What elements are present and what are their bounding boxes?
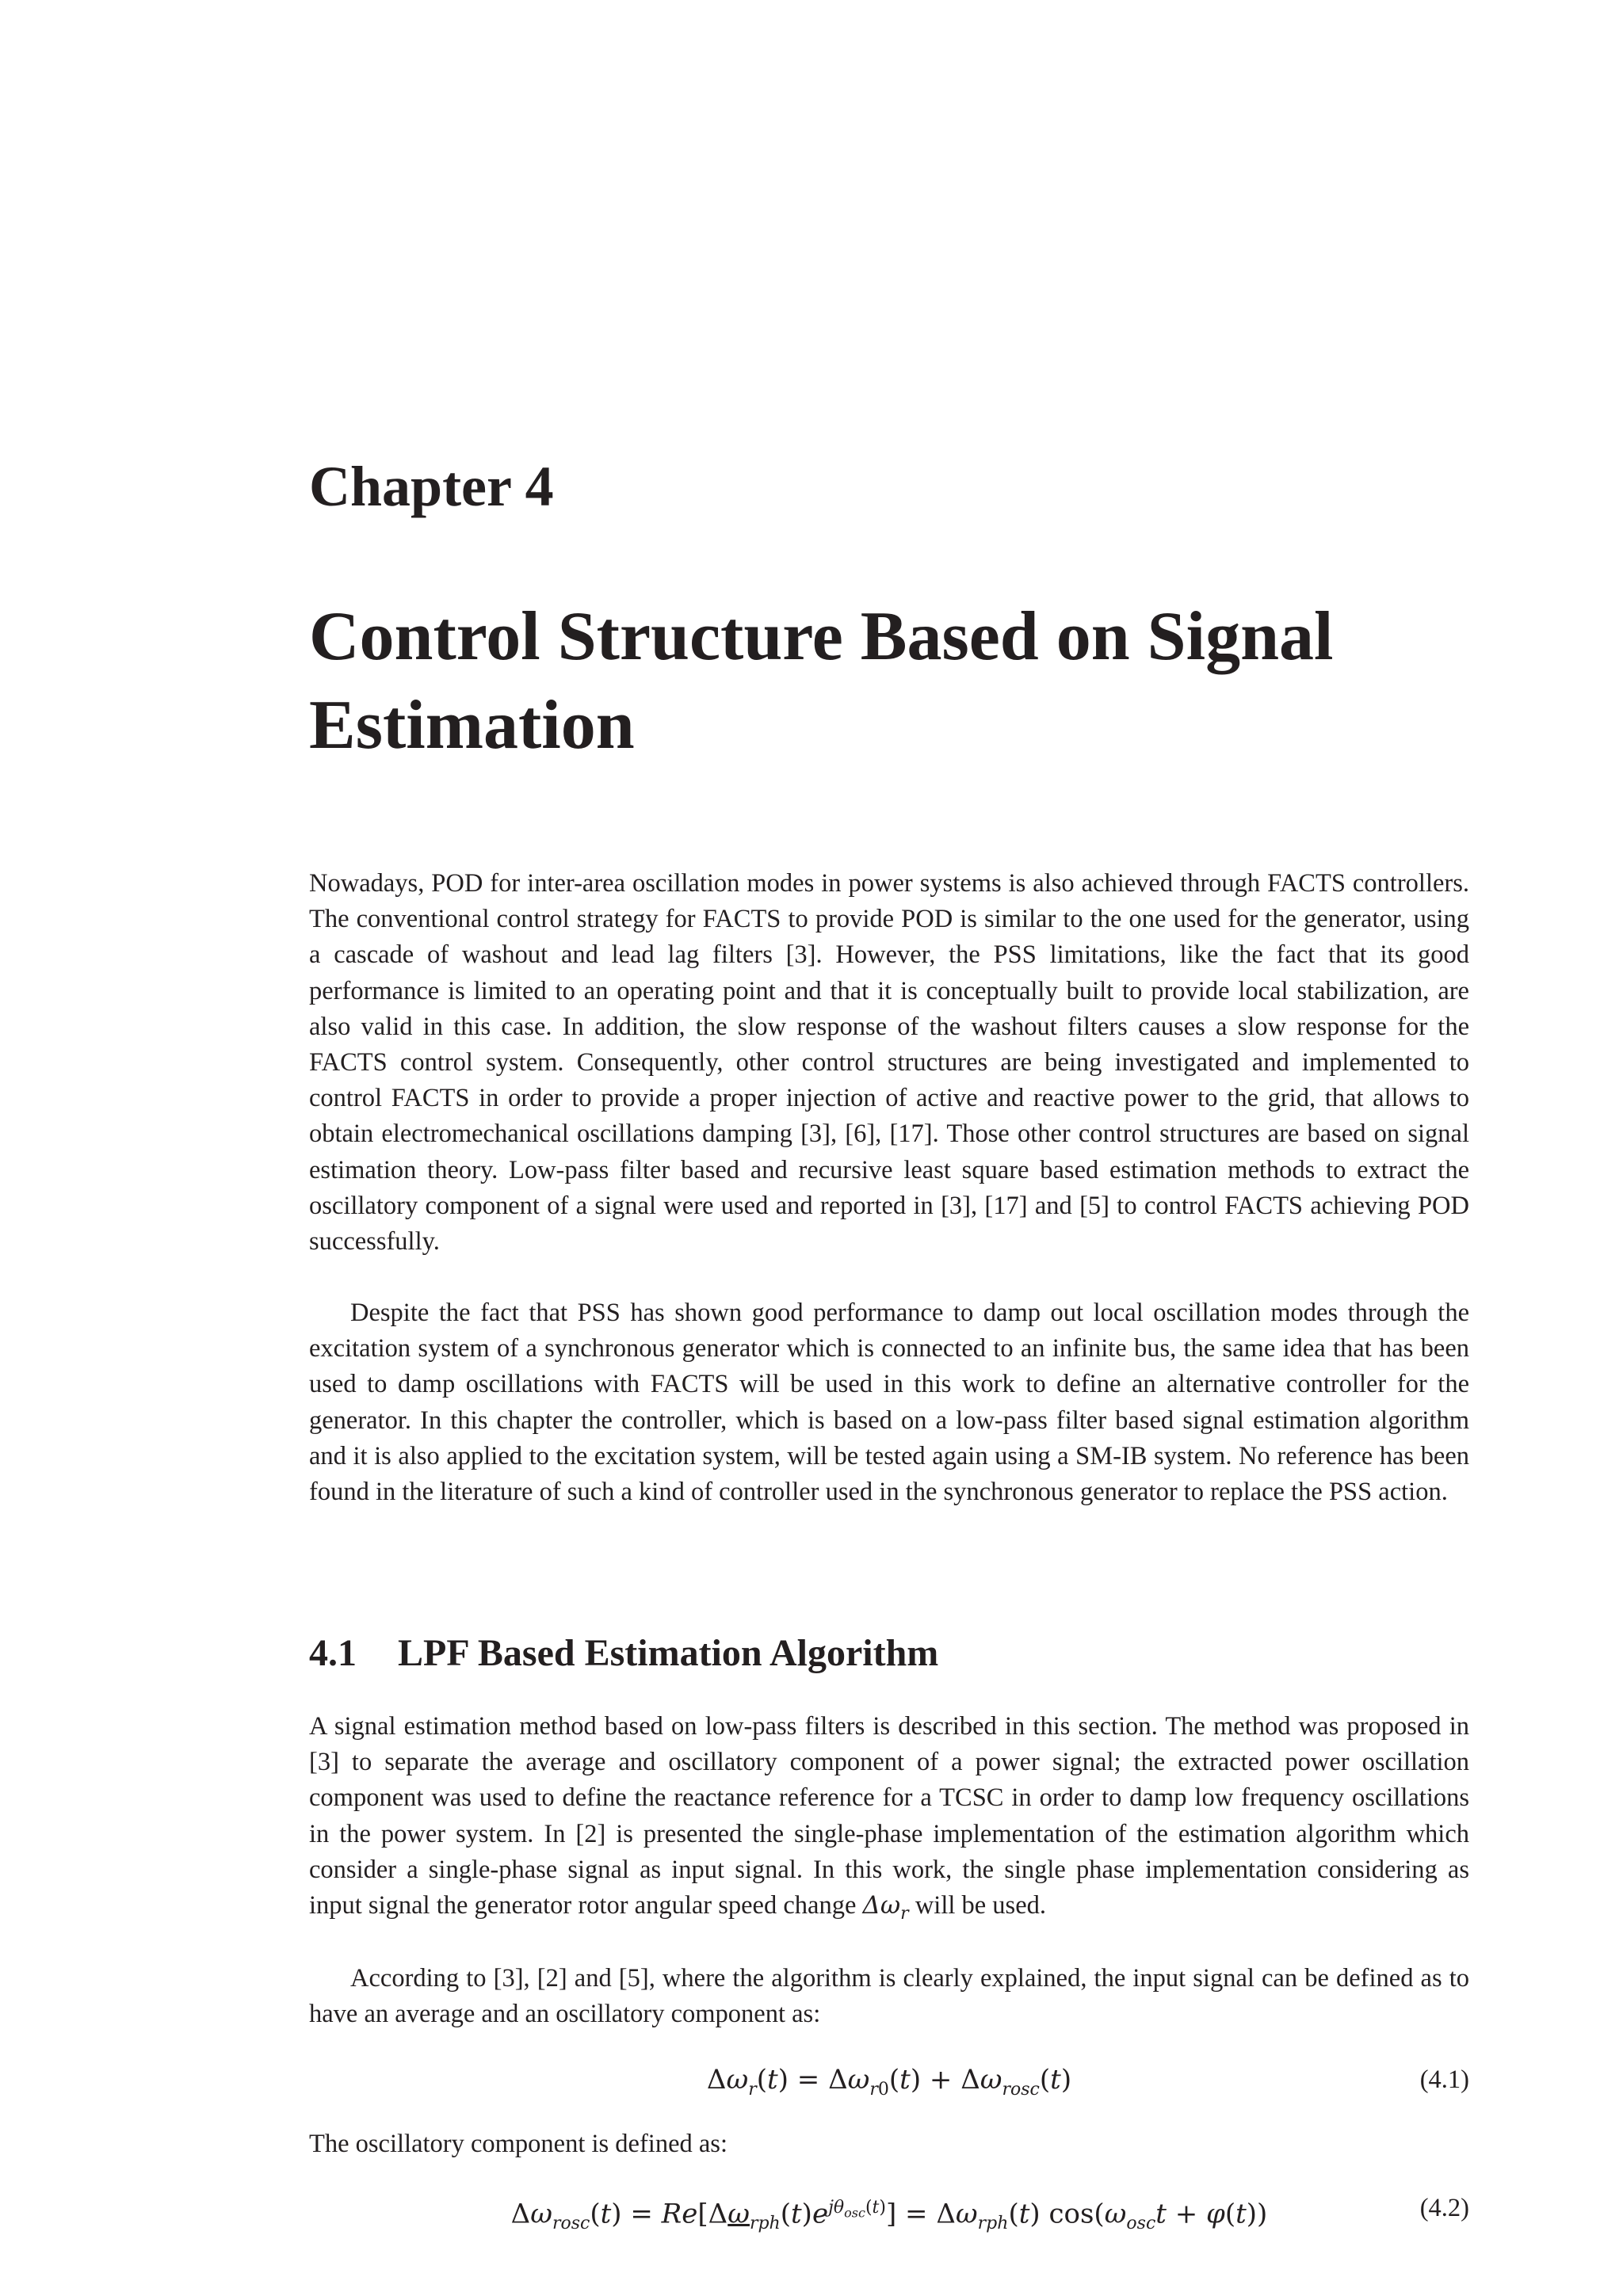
section-paragraph-2: According to [3], [2] and [5], where the algorithm is clearly explained, the input signal can be defined as to have an average and an oscillatory component as: <box>309 1964 1469 2029</box>
section-title: LPF Based Estimation Algorithm <box>398 1632 939 1674</box>
section-paragraph-1-tail: will be used. <box>908 1891 1047 1920</box>
inline-math-subscript: r <box>900 1904 909 1924</box>
equation-4-1-number: (4.1) <box>1419 2065 1469 2094</box>
chapter-title: Control Structure Based on Signal Estimation <box>309 598 1334 764</box>
equation-4-1-expression: $\Delta\omega_r(t) = \Delta\omega_{r0}(t) + \Delta\omega_{rosc}(t)$ <box>706 2064 1072 2100</box>
equation-4-2 <box>309 2188 1469 2234</box>
section-paragraph-1-text: A signal estimation method based on low-pass filters is described in this section. The method was proposed in [3] to separate the average and oscillatory component of a power signal; the extracted power oscillation component was used to define the reactance reference for a TCSC in order to damp low frequency oscillations in the power system. In [2] is presented the single-phase implementation of the estimation algorithm which consider a single-phase signal as input signal. In this work, the single phase implementation considering as input signal the generator rotor angular speed change <box>309 1712 1469 1920</box>
intro-paragraph-2: Despite the fact that PSS has shown good performance to damp out local oscillation modes through the excitation system of a synchronous generator which is connected to an infinite bus, the same idea that has been used to damp oscillations with FACTS will be used in this work to define an alternative controller for the generator. In this chapter the controller, which is based on a low-pass filter based signal estimation algorithm and it is also applied to the excitation system, will be tested again using a SM-IB system. No reference has been found in the literature of such a kind of controller used in the synchronous generator to replace the PSS action. <box>309 1299 1469 1507</box>
chapter-label: Chapter 4 <box>309 455 554 518</box>
section-paragraph-3: The oscillatory component is defined as: <box>309 2130 727 2158</box>
section-number: 4.1 <box>309 1632 357 1674</box>
intro-paragraph-1: Nowadays, POD for inter-area oscillation modes in power systems is also achieved through FACTS controllers. The conventional control strategy for FACTS to provide POD is similar to the one used for the generator, using a cascade of washout and lead lag filters [3]. However, the PSS limitations, like the fact that its good performance is limited to an operating point and that it is conceptually built to provide local stabilization, are also valid in this case. In addition, the slow response of the washout filters causes a slow response for the FACTS control system. Consequently, other control structures are being investigated and implemented to control FACTS in order to provide a proper injection of active and reactive power to the grid, that allows to obtain electromechanical oscillations damping [3], [6], [17]. Those other control structures are based on signal estimation theory. Low-pass filter based and recursive least square based estimation methods to extract the oscillatory component of a signal were used and reported in [3], [17] and [5] to control FACTS achieving POD successfully. <box>309 869 1469 1257</box>
equation-4-2-number: (4.2) <box>1419 2194 1469 2222</box>
inline-math-symbol: Δω <box>862 1891 901 1920</box>
equation-4-1 <box>309 2060 1469 2100</box>
inline-math-delta-omega-r <box>862 1891 909 1924</box>
equation-4-2-expression: $\Delta\omega_{rosc}(t) = Re[\Delta\omega_{rph}(t)e^{j\theta_{osc}(t)}] = \Delta\omega_{rph}(t) \cos(\omega_{osc}t + \varphi(t))$ <box>510 2198 1268 2234</box>
section-paragraph-1 <box>309 1709 1469 1932</box>
section-heading <box>309 1634 938 1672</box>
